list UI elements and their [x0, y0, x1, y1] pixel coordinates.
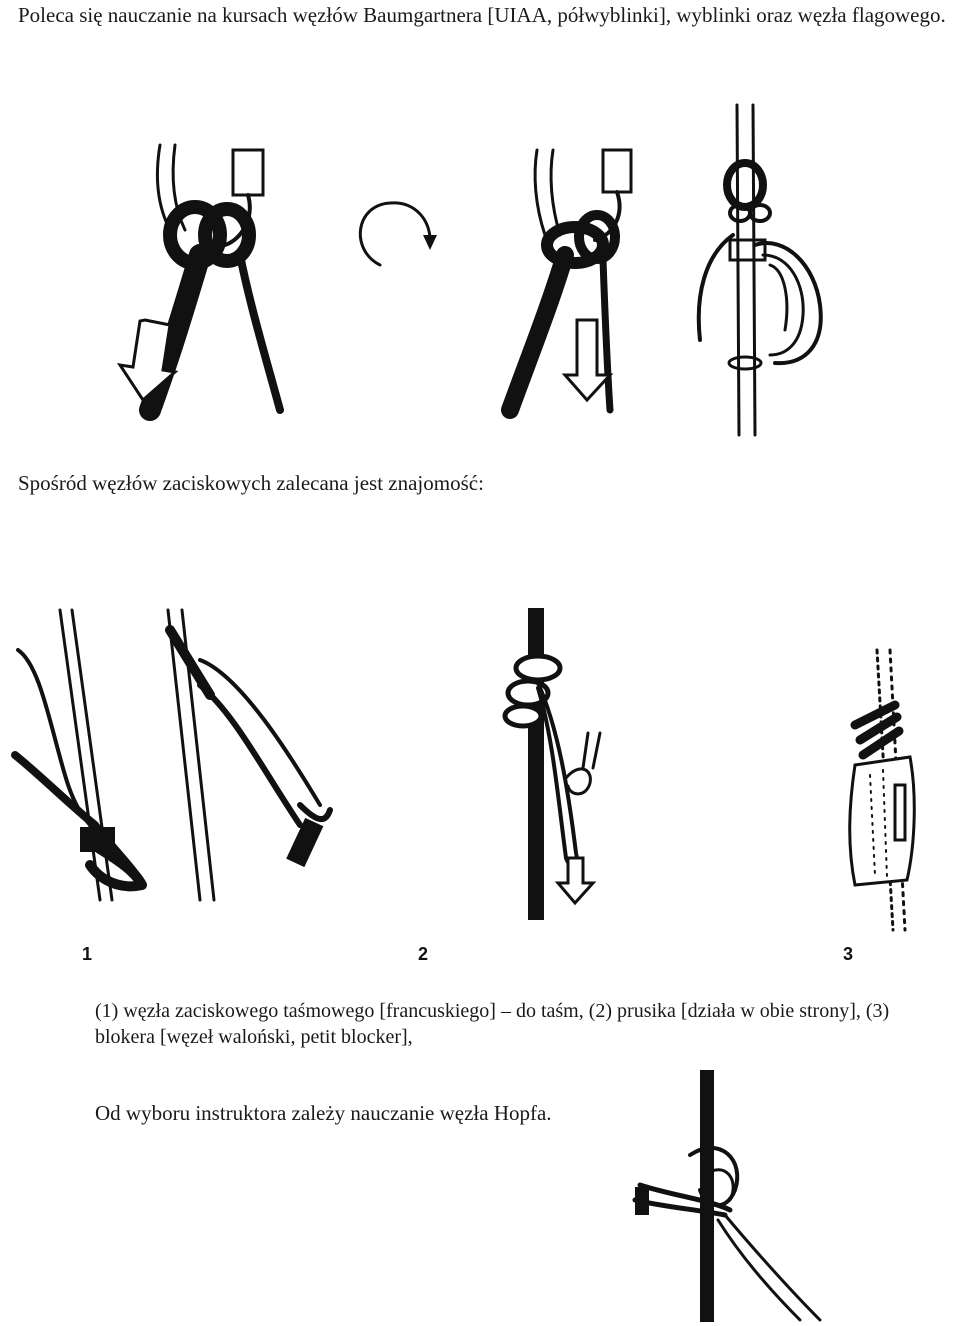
figure-number-3: 3 [843, 944, 854, 964]
clove-hitch-carabiner-drawing [685, 105, 835, 440]
figure-number-1: 1 [82, 944, 93, 964]
friction-knots-heading: Spośród węzłów zaciskowych zalecana jest znajomość: [18, 471, 484, 495]
intro-paragraph: Poleca się nauczanie na kursach węzłów Baumgartnera [UIAA, półwyblinki], wyblinki oraz węzła flagowego. [18, 3, 946, 27]
munter-hitch-reversed-drawing [495, 145, 660, 415]
rotation-arrow-icon [355, 195, 440, 275]
prusik-cord-drawing [498, 608, 618, 923]
french-tape-prusik-drawing [10, 605, 340, 905]
figure-number-2: 2 [418, 944, 429, 964]
hopf-knot-drawing [630, 1065, 830, 1325]
munter-hitch-carabiner-drawing [115, 135, 305, 415]
hopf-paragraph: Od wyboru instruktora zależy nauczanie węzła Hopfa. [95, 1101, 552, 1125]
knots-caption: (1) węzła zaciskowego taśmowego [francuskiego] – do taśm, (2) prusika [działa w obie strony], (3) blokera [węzeł waloński, petit blocker], [95, 1000, 890, 1048]
blocker-knot-drawing [835, 645, 935, 935]
